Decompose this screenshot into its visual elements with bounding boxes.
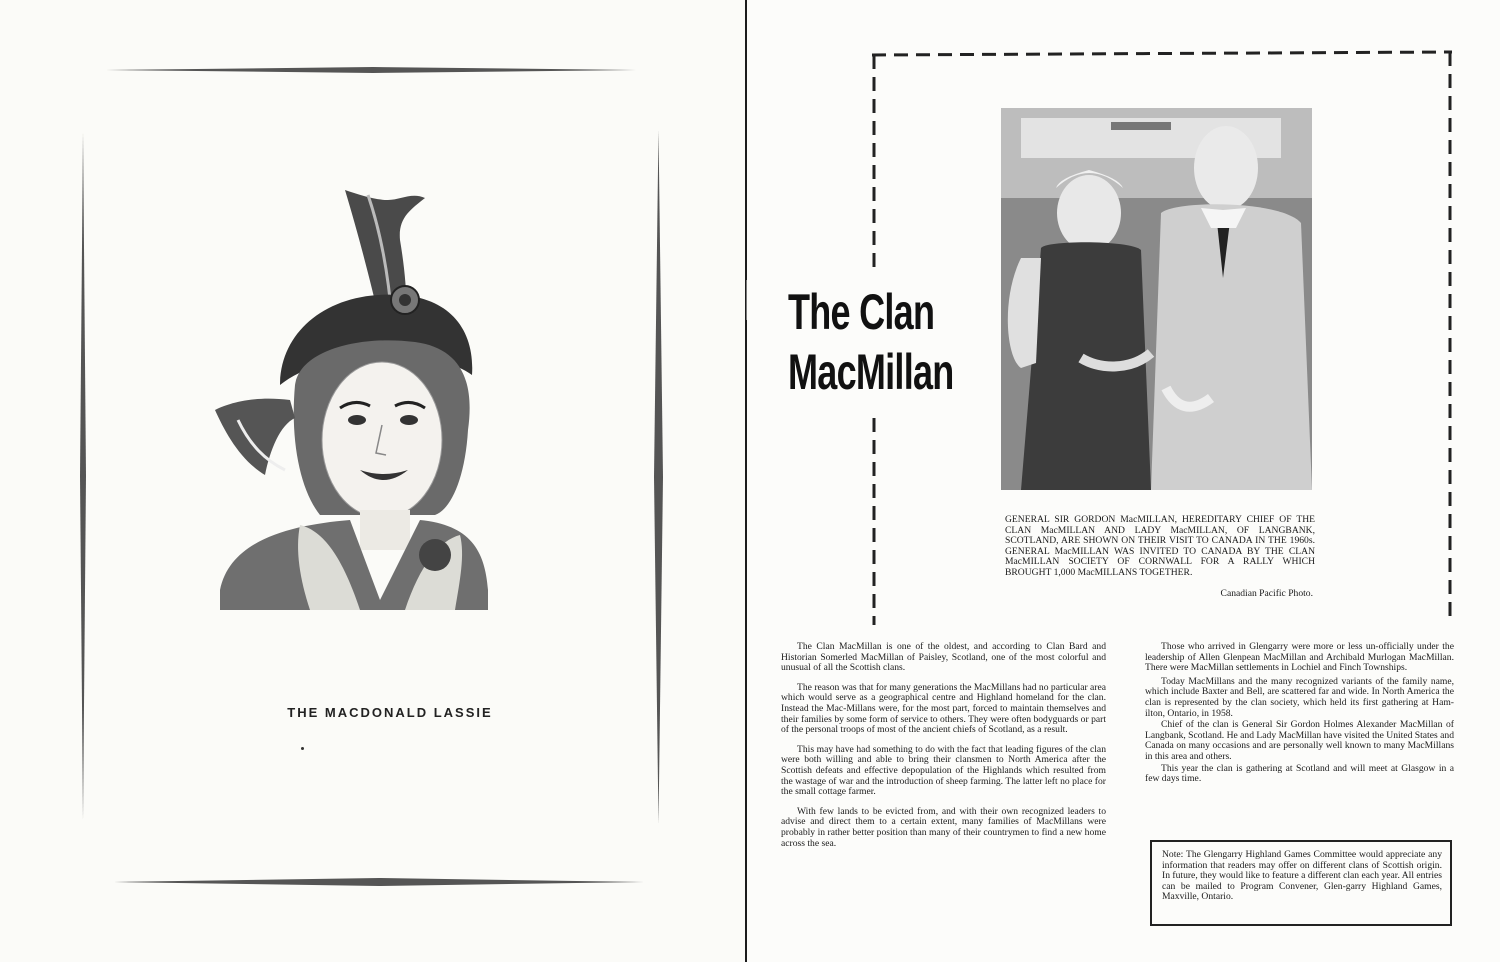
- paragraph: The reason was that for many generations the MacMillans had no particular area which would serve as a geographical centre and Highland homeland for the clan. Instead the Mac-Millans were, for the most part, forced to maintain themselves and their families by some form of service to others. They were often bodyguards or part of the personal troops of most of the ancient chiefs of Scotland, as a result.: [781, 681, 1107, 736]
- bottom-decorative-bar: [114, 878, 644, 886]
- macdonald-lassie-portrait: [210, 170, 490, 640]
- note-box: Note: The Glengarry Highland Games Committee would appreciate any information that readers may offer on different clans of Scottish origin. In future, they would like to feature a different clan each year. All entries can be mailed to Program Convener, Glen-garry Highland Games, Maxville, Ontario.: [1150, 840, 1452, 926]
- left-page: [0, 0, 745, 962]
- paragraph: Those who arrived in Glengarry were more or less un-officially under the leadership of Allen Glenpean MacMillan and Archibald Murlogan MacMillan. There were MacMillan settlements in Lochiel and Finch Townships.: [1145, 641, 1454, 674]
- paragraph: This may have had something to do with the fact that leading figures of the clan were both willing and able to bring their clansmen to North America after the Scottish defeats and effective depopulation of the Highlands which resulted from the wastage of war and the introduction of sheep farming. The latter left no place for the small cottage farmer.: [781, 743, 1106, 798]
- paragraph: Chief of the clan is General Sir Gordon Holmes Alexander MacMillan of Langbank, Scotland. He and Lady MacMillan have visited the United States and Canada on many occasions and are personally well known to many MacMillans in this area and others.: [1145, 719, 1454, 762]
- photo-credit: Canadian Pacific Photo.: [1220, 588, 1313, 599]
- article-column-2: [1145, 642, 1454, 785]
- portrait-caption: THE MACDONALD LASSIE: [287, 705, 493, 720]
- page-gutter-mark: [746, 280, 747, 320]
- top-decorative-bar: [106, 67, 640, 73]
- paragraph: The Clan MacMillan is one of the oldest, and according to Clan Bard and Historian Somerled MacMillan of Paisley, Scotland, one of the most colorful and unusual of all the Scottish clans.: [781, 641, 1106, 674]
- left-decorative-bar: [80, 132, 86, 820]
- paragraph: This year the clan is gathering at Scotland and will meet at Glasgow in a few days time.: [1145, 762, 1454, 785]
- photo-caption: GENERAL SIR GORDON MacMILLAN, HEREDITARY CHIEF OF THE CLAN MacMILLAN AND LADY MacMILLAN, OF LANGBANK, SCOTLAND, ARE SHOWN ON THEIR VISIT TO CANADA IN THE 1960s. GENERAL MacMILLAN WAS INVITED TO CANADA BY THE CLAN MacMILLAN SOCIETY OF CORNWALL FOR A RALLY WHICH BROUGHT 1,000 MacMILLANS TOGETHER.: [1005, 514, 1315, 578]
- print-speck: [301, 747, 304, 750]
- chief-and-lady-photo: [1001, 108, 1312, 490]
- article-column-1: [781, 642, 1106, 858]
- title-line-2: MacMillan: [788, 344, 954, 400]
- title-line-1: The Clan: [788, 284, 935, 340]
- article-title: [788, 282, 954, 402]
- paragraph: Today MacMillans and the many recognized variants of the family name, which include Baxter and Bell, are scattered far and wide. In North America the clan is represented by the clan society, which held its first gathering at Ham-ilton, Ontario, in 1958.: [1145, 675, 1454, 719]
- right-decorative-bar: [654, 130, 663, 824]
- paragraph: With few lands to be evicted from, and with their own recognized leaders to advise and direct them to a certain extent, many families of MacMillans were probably in rather better position than many of their countrymen to find a new home across the sea.: [781, 805, 1106, 849]
